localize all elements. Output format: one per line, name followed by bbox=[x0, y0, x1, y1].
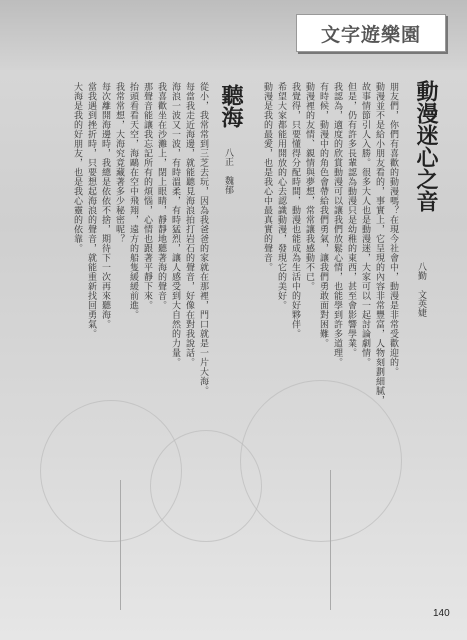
paragraph: 故事情節引人入勝。很多大人也是動漫迷，大家可以一起討論劇情。 bbox=[360, 82, 370, 367]
left-story-title: 聽海 bbox=[218, 84, 243, 128]
paragraph: 希望大家都能用開放的心去認識動漫，發現它的美好。 bbox=[276, 82, 286, 310]
paragraph: 有時候，動漫中的角色會帶給我們勇氣，讓我們勇敢面對困難。 bbox=[318, 82, 328, 348]
paragraph: 每當我走近海邊，就能聽見海浪拍打岩石的聲音，好像在對我說話。 bbox=[184, 82, 194, 367]
paragraph: 那聲音能讓我忘記所有的煩惱，心情也跟著平靜下來。 bbox=[142, 82, 152, 310]
page-number: 140 bbox=[433, 608, 450, 619]
paragraph: 大海是我的好朋友，也是我心靈的依靠。 bbox=[72, 82, 82, 253]
section-title: 文字遊樂園 bbox=[296, 14, 446, 52]
paragraph: 動漫是我的最愛，也是我心中最真實的聲音。 bbox=[262, 82, 272, 272]
paragraph: 我喜歡坐在沙灘上，閉上眼睛，靜靜地聽著海的聲音。 bbox=[156, 82, 166, 310]
paragraph: 朋友們，你們有喜歡的動漫嗎？在現今社會中，動漫是非常受歡迎的。 bbox=[388, 82, 398, 377]
paragraph: 從小，我常常到三芝去玩，因為我爸爸的家就在那裡，門口就是一片大海。 bbox=[198, 82, 208, 396]
left-story-author: 八正 魏郁 bbox=[223, 148, 233, 194]
paragraph: 抬頭看看天空，海鷗在空中飛翔，遠方的船隻緩緩前進。 bbox=[128, 82, 138, 320]
paragraph: 我認為，適度的欣賞動漫可以讓我們放鬆心情，也能學到許多道理。 bbox=[332, 82, 342, 367]
right-story-author: 八勤 文英婕 bbox=[416, 262, 426, 317]
paragraph: 動漫裡的友情、親情與夢想，常常讓我感動不已。 bbox=[304, 82, 314, 291]
paragraph: 我覺得，只要懂得分配時間，動漫也能成為生活中的好夥伴。 bbox=[290, 82, 300, 339]
paragraph: 我常常想，大海究竟藏著多少秘密呢？ bbox=[114, 82, 124, 244]
paragraph: 當我遇到挫折時，只要想起海浪的聲音，就能重新找回勇氣。 bbox=[86, 82, 96, 339]
paragraph: 但是，仍有許多長輩認為動漫只是幼稚的東西，甚至會影響學業。 bbox=[346, 82, 356, 358]
paragraph: 海浪一波又一波，有時溫柔，有時猛烈，讓人感受到大自然的力量。 bbox=[170, 82, 180, 367]
paragraph: 每次離開海邊時，我總是依依不捨，期待下一次再來聽海。 bbox=[100, 82, 110, 329]
paragraph: 動漫並不是給小朋友看的，事實上，它呈現的內容非常豐富，人物刻劃細膩， bbox=[374, 82, 384, 405]
right-story-title: 動漫迷心之音 bbox=[413, 80, 438, 212]
